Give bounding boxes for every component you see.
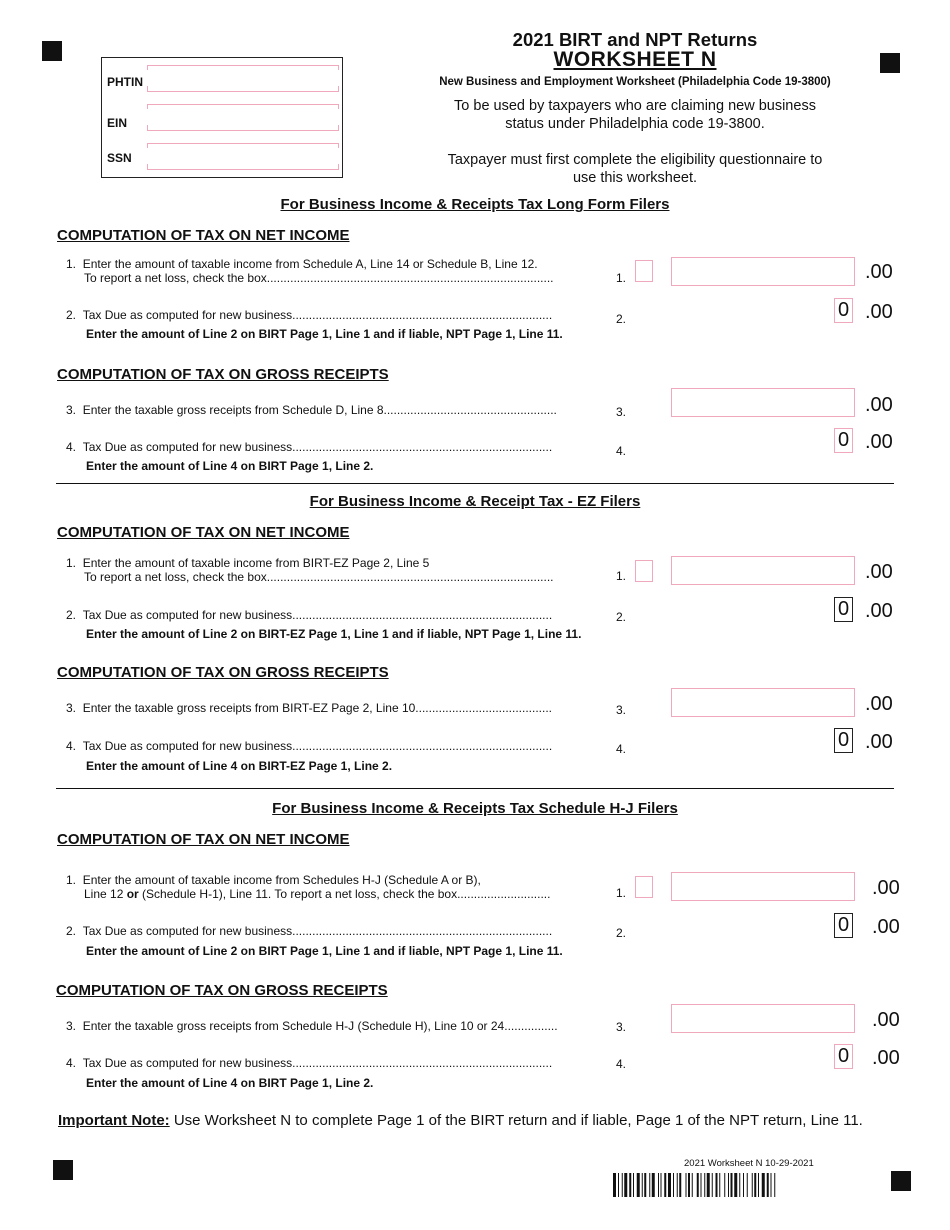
ein-field[interactable] bbox=[147, 104, 339, 131]
s1-line4-text: 4. Tax Due as computed for new business.............................................................................. bbox=[66, 440, 553, 454]
form-subtitle: New Business and Employment Worksheet (Philadelphia Code 19-3800) bbox=[439, 76, 831, 88]
barcode-bar bbox=[613, 1173, 616, 1197]
s1-line2-number: 2. bbox=[616, 312, 627, 326]
s2-line4-number: 4. bbox=[616, 742, 627, 756]
registration-mark-top-left bbox=[42, 41, 62, 61]
s3-line3-number: 3. bbox=[616, 1020, 627, 1034]
s3-line4-number: 4. bbox=[616, 1057, 627, 1071]
s2-net-income-heading: COMPUTATION OF TAX ON NET INCOME bbox=[57, 524, 350, 541]
phtin-input[interactable] bbox=[149, 67, 337, 89]
barcode-bar bbox=[754, 1173, 756, 1197]
divider-1 bbox=[56, 483, 894, 484]
section-ez-title: For Business Income & Receipt Tax - EZ Filers bbox=[309, 493, 641, 510]
worksheet-title: WORKSHEET N bbox=[553, 48, 717, 71]
barcode-bar bbox=[649, 1173, 650, 1197]
usage-instruction: To be used by taxpayers who are claiming new business status under Philadelphia code 19-3800. bbox=[454, 98, 816, 132]
eligibility-instruction: Taxpayer must first complete the eligibility questionnaire to use this worksheet. bbox=[447, 152, 823, 186]
s1-line3-cents: .00 bbox=[865, 394, 893, 416]
s2-line4-text: 4. Tax Due as computed for new business.............................................................................. bbox=[66, 739, 553, 753]
form-title: 2021 BIRT and NPT Returns bbox=[512, 29, 758, 50]
s1-line2-value: 0 bbox=[834, 298, 853, 323]
form-version: 2021 Worksheet N 10-29-2021 bbox=[684, 1158, 814, 1169]
s2-line4-cents: .00 bbox=[865, 731, 893, 753]
s2-line3-number: 3. bbox=[616, 703, 627, 717]
s2-line2-number: 2. bbox=[616, 610, 627, 624]
barcode-bar bbox=[728, 1173, 729, 1197]
barcode-bar bbox=[661, 1173, 662, 1197]
s1-line2-cents: .00 bbox=[865, 301, 893, 323]
ein-input[interactable] bbox=[149, 106, 337, 128]
s3-net-loss-checkbox[interactable] bbox=[635, 876, 653, 898]
s2-line4-note: Enter the amount of Line 4 on BIRT-EZ Page 1, Line 2. bbox=[86, 759, 393, 773]
s1-line4-cents: .00 bbox=[865, 431, 893, 453]
s2-net-loss-checkbox[interactable] bbox=[635, 560, 653, 582]
s3-line2-note: Enter the amount of Line 2 on BIRT Page 1, Line 1 and if liable, NPT Page 1, Line 11. bbox=[86, 944, 563, 958]
s2-line2-cents: .00 bbox=[865, 600, 893, 622]
s3-line3-cents: .00 bbox=[872, 1009, 900, 1031]
ssn-label: SSN bbox=[107, 151, 132, 165]
s3-line2-number: 2. bbox=[616, 926, 627, 940]
barcode-bar bbox=[658, 1173, 659, 1197]
barcode-bar bbox=[752, 1173, 753, 1197]
barcode-bar bbox=[767, 1173, 769, 1197]
s3-line1-text: 1. Enter the amount of taxable income from Schedules H-J (Schedule A or B), Line 12 or (Schedule H-1), Line 11. To report a net loss, check the box............................ bbox=[66, 873, 551, 901]
section-long-form-title: For Business Income & Receipts Tax Long Form Filers bbox=[280, 196, 670, 213]
s1-line3-amount[interactable] bbox=[671, 388, 855, 417]
s2-line1-number: 1. bbox=[616, 569, 627, 583]
barcode-bar bbox=[716, 1173, 718, 1197]
barcode-bar bbox=[734, 1173, 737, 1197]
s2-line3-text: 3. Enter the taxable gross receipts from BIRT-EZ Page 2, Line 10......................................... bbox=[66, 701, 552, 715]
barcode-bar bbox=[704, 1173, 705, 1197]
s2-line4-value: 0 bbox=[834, 728, 853, 753]
barcode-bar bbox=[712, 1173, 713, 1197]
barcode-bar bbox=[692, 1173, 693, 1197]
s1-net-income-heading: COMPUTATION OF TAX ON NET INCOME bbox=[57, 227, 350, 244]
barcode-bar bbox=[701, 1173, 702, 1197]
s2-line3-amount[interactable] bbox=[671, 688, 855, 717]
barcode-bar bbox=[673, 1173, 674, 1197]
ein-label: EIN bbox=[107, 116, 128, 130]
s1-line3-number: 3. bbox=[616, 405, 627, 419]
s1-net-loss-checkbox[interactable] bbox=[635, 260, 653, 282]
important-note: Important Note: Use Worksheet N to complete Page 1 of the BIRT return and if liable, Page 1 of the NPT return, Line 11. bbox=[58, 1112, 863, 1129]
barcode-bar bbox=[633, 1173, 634, 1197]
registration-mark-bottom-right bbox=[891, 1171, 911, 1191]
s3-gross-receipts-heading: COMPUTATION OF TAX ON GROSS RECEIPTS bbox=[56, 982, 388, 999]
barcode-bar bbox=[677, 1173, 678, 1197]
barcode-bar bbox=[771, 1173, 772, 1197]
s3-line4-text: 4. Tax Due as computed for new business.............................................................................. bbox=[66, 1056, 553, 1070]
s3-line1-amount[interactable] bbox=[671, 872, 855, 901]
barcode-bar bbox=[688, 1173, 690, 1197]
barcode-bar bbox=[664, 1173, 666, 1197]
s2-line2-value: 0 bbox=[834, 597, 853, 622]
s3-line2-cents: .00 bbox=[872, 916, 900, 938]
barcode-bar bbox=[758, 1173, 759, 1197]
s1-line4-value: 0 bbox=[834, 428, 853, 453]
s3-line3-text: 3. Enter the taxable gross receipts from Schedule H-J (Schedule H), Line 10 or 24................ bbox=[66, 1019, 558, 1033]
ssn-input[interactable] bbox=[149, 145, 337, 167]
s3-line4-note: Enter the amount of Line 4 on BIRT Page 1, Line 2. bbox=[86, 1076, 374, 1090]
barcode-bar bbox=[679, 1173, 681, 1197]
registration-mark-top-right bbox=[880, 53, 900, 73]
barcode bbox=[613, 1173, 859, 1197]
barcode-bar bbox=[642, 1173, 643, 1197]
s1-line2-text: 2. Tax Due as computed for new business.............................................................................. bbox=[66, 308, 553, 322]
s1-line1-text: 1. Enter the amount of taxable income from Schedule A, Line 14 or Schedule B, Line 12. To report a net loss, check the box...................................................................................... bbox=[66, 257, 554, 285]
taxpayer-id-box bbox=[101, 57, 343, 178]
s2-line1-cents: .00 bbox=[865, 561, 893, 583]
barcode-bar bbox=[652, 1173, 655, 1197]
barcode-bar bbox=[743, 1173, 744, 1197]
barcode-bar bbox=[629, 1173, 631, 1197]
divider-2 bbox=[56, 788, 894, 789]
phtin-field[interactable] bbox=[147, 65, 339, 92]
barcode-bar bbox=[697, 1173, 699, 1197]
barcode-bar bbox=[637, 1173, 640, 1197]
s1-gross-receipts-heading: COMPUTATION OF TAX ON GROSS RECEIPTS bbox=[57, 366, 389, 383]
section-hj-title: For Business Income & Receipts Tax Schedule H-J Filers bbox=[272, 800, 678, 817]
barcode-bar bbox=[624, 1173, 627, 1197]
s2-line2-text: 2. Tax Due as computed for new business.............................................................................. bbox=[66, 608, 553, 622]
barcode-bar bbox=[747, 1173, 748, 1197]
s3-line1-number: 1. bbox=[616, 886, 627, 900]
phtin-label: PHTIN bbox=[107, 75, 143, 89]
barcode-bar bbox=[707, 1173, 710, 1197]
barcode-bar bbox=[622, 1173, 623, 1197]
s1-line2-note: Enter the amount of Line 2 on BIRT Page 1, Line 1 and if liable, NPT Page 1, Line 11. bbox=[86, 327, 563, 341]
s3-line3-amount[interactable] bbox=[671, 1004, 855, 1033]
s3-line1-cents: .00 bbox=[872, 877, 900, 899]
s1-line1-amount[interactable] bbox=[671, 257, 855, 286]
s1-line3-text: 3. Enter the taxable gross receipts from Schedule D, Line 8.................................................... bbox=[66, 403, 557, 417]
barcode-bar bbox=[739, 1173, 740, 1197]
barcode-bar bbox=[719, 1173, 720, 1197]
barcode-bar bbox=[731, 1173, 733, 1197]
barcode-bar bbox=[762, 1173, 765, 1197]
barcode-bar bbox=[724, 1173, 725, 1197]
s2-line3-cents: .00 bbox=[865, 693, 893, 715]
s1-line4-number: 4. bbox=[616, 444, 627, 458]
s3-line2-text: 2. Tax Due as computed for new business.............................................................................. bbox=[66, 924, 553, 938]
s1-line4-note: Enter the amount of Line 4 on BIRT Page 1, Line 2. bbox=[86, 459, 374, 473]
s2-line1-amount[interactable] bbox=[671, 556, 855, 585]
barcode-bar bbox=[618, 1173, 619, 1197]
barcode-bar bbox=[644, 1173, 646, 1197]
barcode-bar bbox=[668, 1173, 671, 1197]
registration-mark-bottom-left bbox=[53, 1160, 73, 1180]
ssn-field[interactable] bbox=[147, 143, 339, 170]
s3-net-income-heading: COMPUTATION OF TAX ON NET INCOME bbox=[57, 831, 350, 848]
s2-gross-receipts-heading: COMPUTATION OF TAX ON GROSS RECEIPTS bbox=[57, 664, 389, 681]
s2-line1-text: 1. Enter the amount of taxable income from BIRT-EZ Page 2, Line 5 To report a net loss, check the box...................................................................................... bbox=[66, 556, 554, 584]
barcode-bar bbox=[686, 1173, 687, 1197]
s1-line1-cents: .00 bbox=[865, 261, 893, 283]
s3-line4-cents: .00 bbox=[872, 1047, 900, 1069]
s3-line4-value: 0 bbox=[834, 1044, 853, 1069]
s2-line2-note: Enter the amount of Line 2 on BIRT-EZ Page 1, Line 1 and if liable, NPT Page 1, Line 11. bbox=[86, 627, 582, 641]
barcode-bar bbox=[774, 1173, 775, 1197]
s3-line2-value: 0 bbox=[834, 913, 853, 938]
s1-line1-number: 1. bbox=[616, 271, 627, 285]
